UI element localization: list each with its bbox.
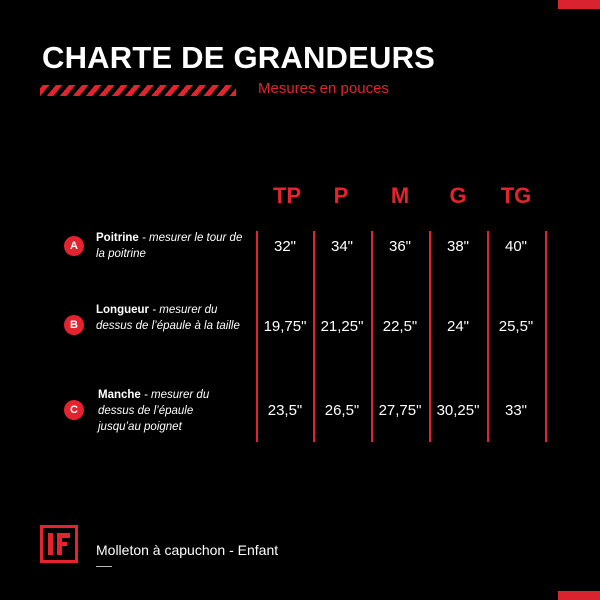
bottom-corner-accent bbox=[558, 591, 600, 600]
row-description-manche bbox=[98, 387, 238, 435]
size-header-tp: TP bbox=[272, 183, 302, 208]
size-header-g: G bbox=[449, 183, 467, 208]
if-logo-icon bbox=[40, 525, 78, 563]
row-badge-a: A bbox=[64, 236, 84, 256]
product-underline bbox=[96, 566, 112, 567]
size-value: 30,25" bbox=[436, 402, 480, 419]
size-value: 25,5" bbox=[498, 318, 534, 335]
product-name: Molleton à capuchon - Enfant bbox=[96, 542, 279, 558]
size-value: 23,5" bbox=[267, 402, 303, 419]
size-value: 19,75" bbox=[263, 318, 307, 335]
size-header-m: M bbox=[390, 183, 410, 208]
row-instructions: - mesurer du dessus de l’épaule à la taille bbox=[96, 304, 240, 332]
size-value: 27,75" bbox=[378, 402, 422, 419]
page-subtitle: Mesures en pouces bbox=[258, 80, 389, 97]
row-badge-c: C bbox=[64, 400, 84, 420]
size-value: 36" bbox=[388, 238, 411, 255]
size-header-tg: TG bbox=[500, 183, 532, 208]
size-value: 38" bbox=[446, 238, 469, 255]
size-value: 33" bbox=[504, 402, 527, 419]
column-divider bbox=[545, 231, 547, 442]
size-value: 32" bbox=[273, 238, 296, 255]
size-value: 40" bbox=[504, 238, 527, 255]
row-badge-b: B bbox=[64, 315, 84, 335]
row-instructions: - mesurer du dessus de l’épaule jusqu’au poignet bbox=[98, 389, 210, 433]
hazard-stripe-decoration bbox=[40, 85, 236, 96]
size-value: 24" bbox=[446, 318, 469, 335]
size-header-p: P bbox=[333, 183, 349, 208]
size-value: 22,5" bbox=[382, 318, 418, 335]
row-name: Poitrine bbox=[96, 232, 139, 244]
page-title: CHARTE DE GRANDEURS bbox=[42, 40, 436, 75]
top-corner-accent bbox=[558, 0, 600, 9]
row-name: Longueur bbox=[96, 304, 150, 316]
row-instructions: - mesurer le tour de la poitrine bbox=[96, 232, 243, 260]
size-value: 34" bbox=[330, 238, 353, 255]
row-description-poitrine bbox=[96, 230, 246, 262]
row-description-longueur bbox=[96, 302, 246, 334]
size-value: 26,5" bbox=[324, 402, 360, 419]
row-name: Manche bbox=[98, 389, 141, 401]
size-value: 21,25" bbox=[320, 318, 364, 335]
